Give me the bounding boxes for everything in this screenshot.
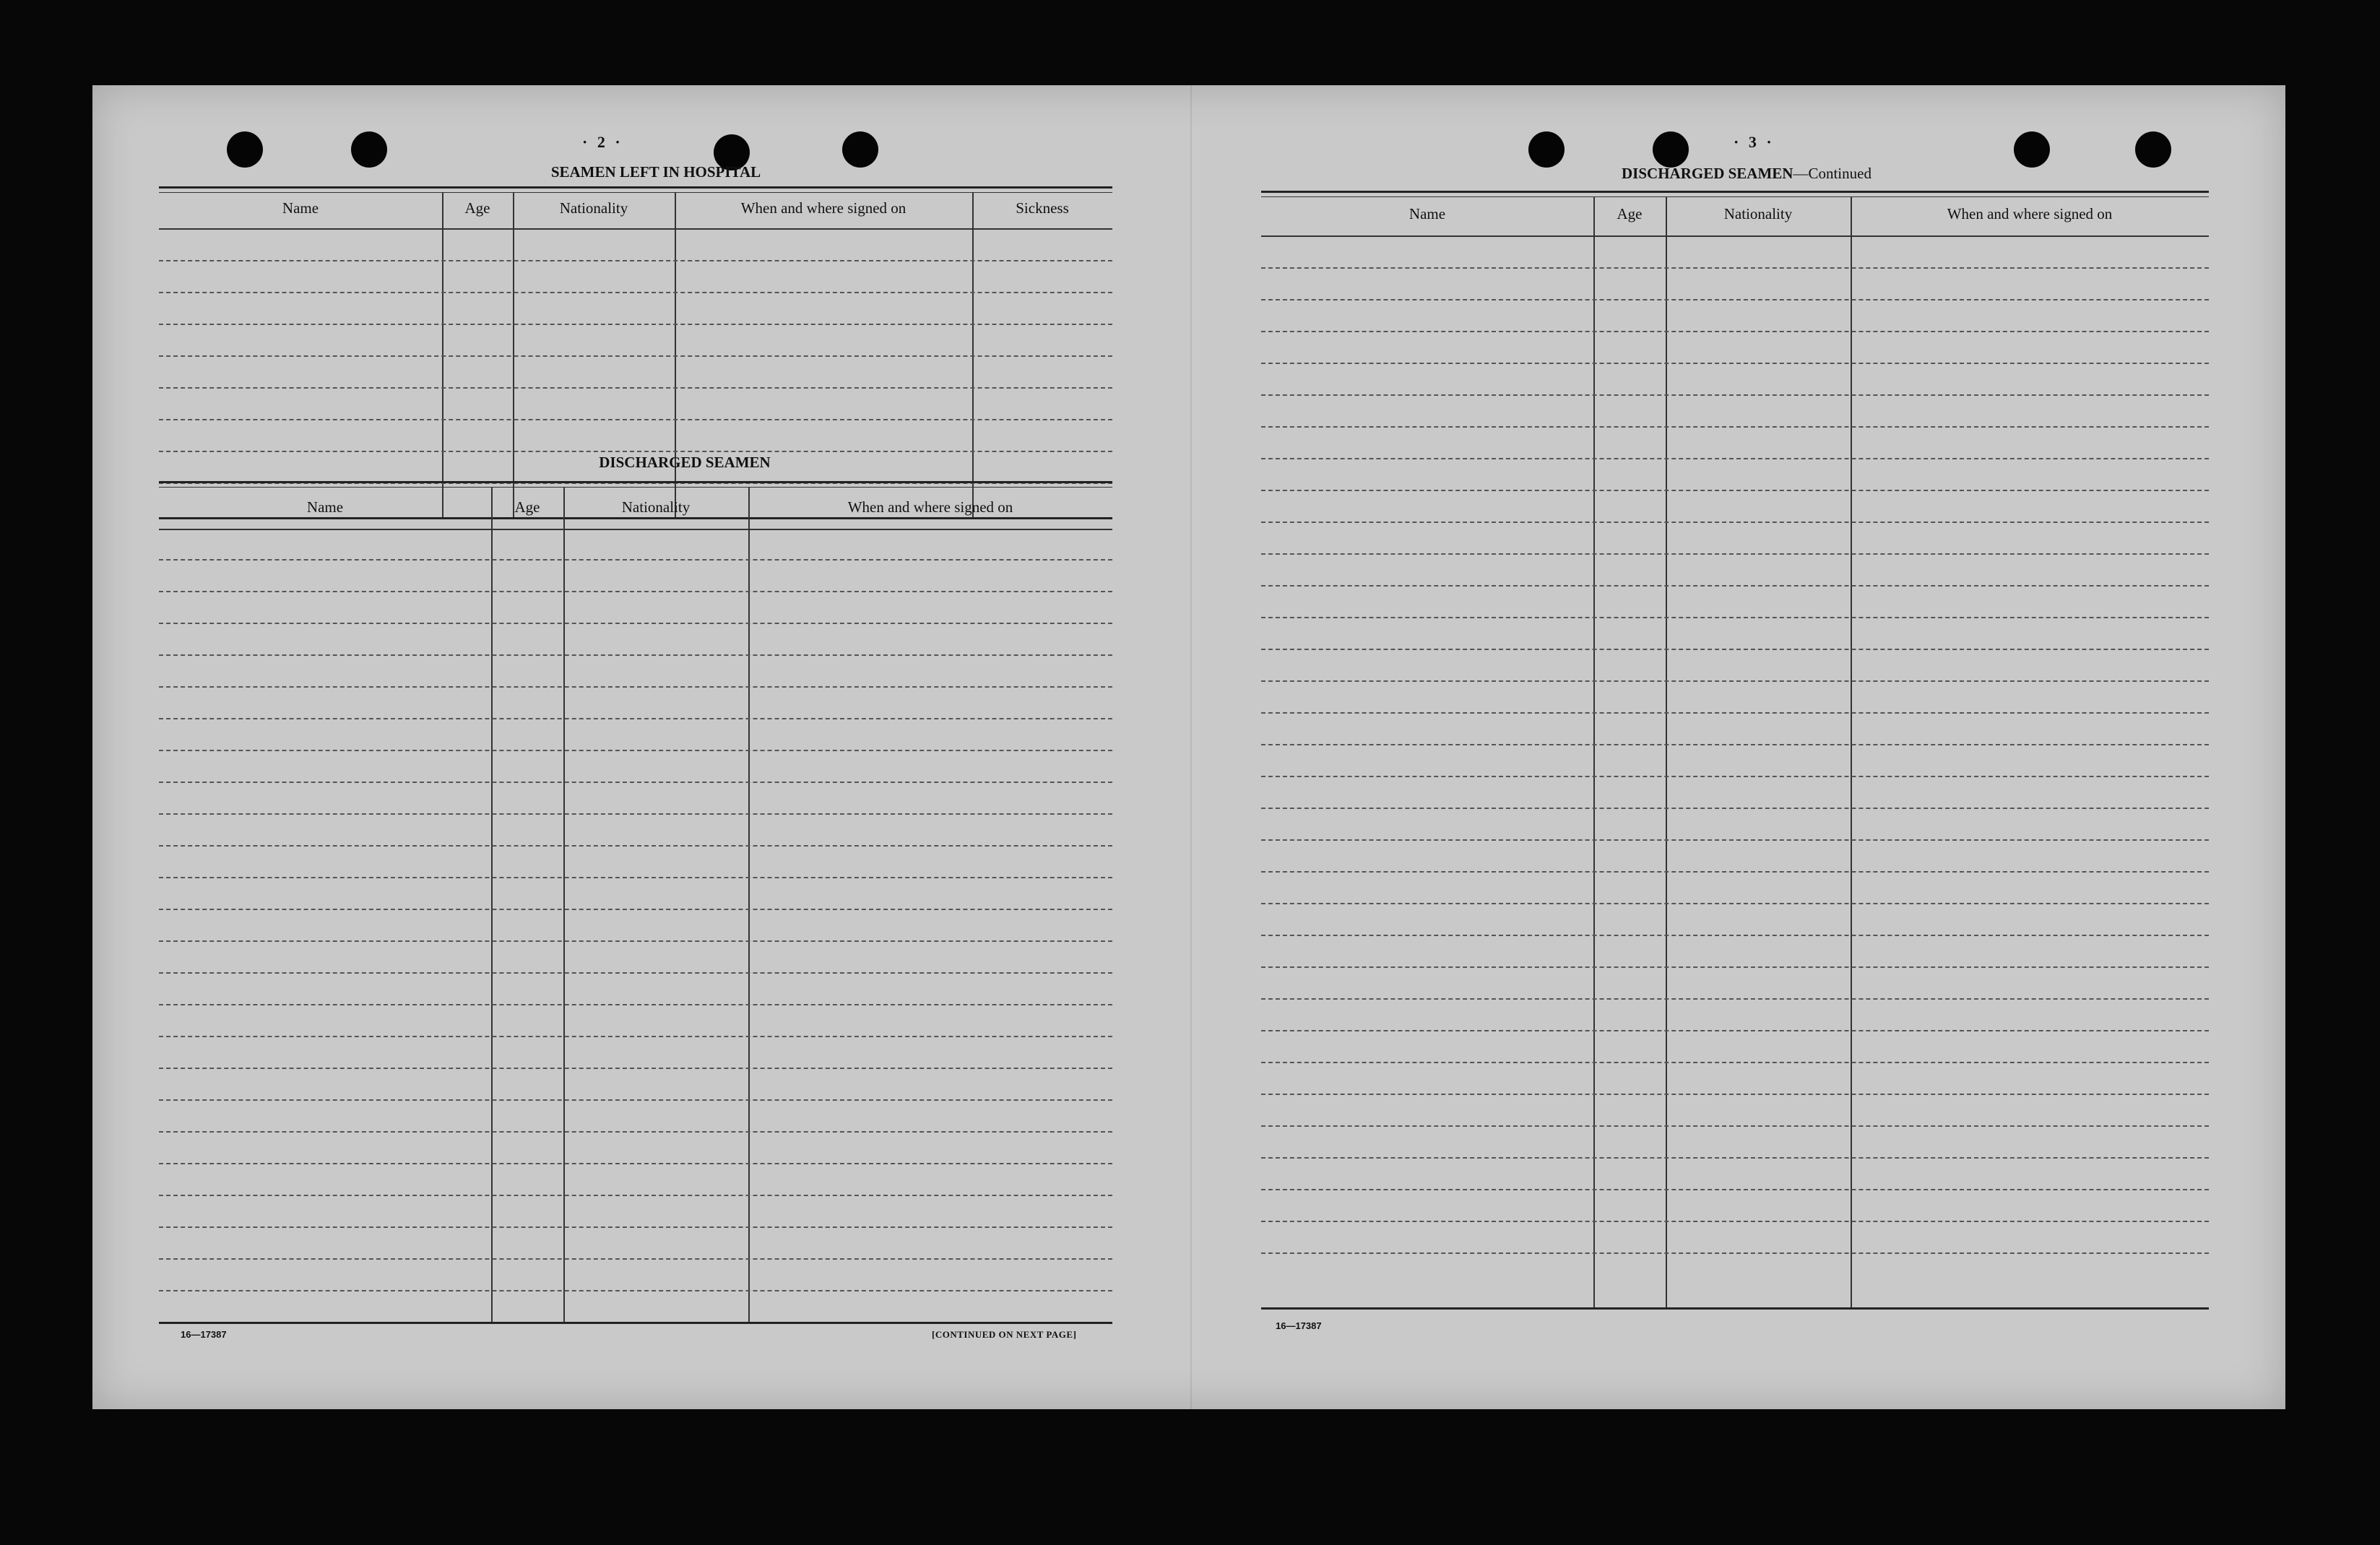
table-row: [1261, 299, 2209, 300]
table-row: [1261, 712, 2209, 714]
table-row: [1261, 267, 2209, 269]
table-row: [1261, 522, 2209, 523]
table-row: [1261, 744, 2209, 745]
table-row: [159, 845, 1112, 847]
form-number-right: 16—17387: [1276, 1320, 1322, 1331]
column-header-nationality: Nationality: [621, 498, 691, 516]
table-row: [1261, 363, 2209, 364]
document-sheet: [92, 85, 2285, 1409]
page-fold: [1190, 85, 1192, 1409]
column-header-name: Name: [1408, 205, 1446, 222]
table-row: [1261, 1030, 2209, 1031]
table-row: [1261, 553, 2209, 555]
table-row: [159, 1099, 1112, 1101]
table-row: [159, 292, 1112, 293]
table-row: [1261, 680, 2209, 682]
table-row: [1261, 776, 2209, 777]
table-row: [159, 1163, 1112, 1164]
table-row: [1261, 1252, 2209, 1254]
table-row: [1261, 1189, 2209, 1190]
table-row: [159, 623, 1112, 624]
table-row: [159, 355, 1112, 357]
punch-hole: [2135, 131, 2171, 168]
table-row: [159, 1131, 1112, 1133]
punch-hole: [2014, 131, 2050, 168]
table-row: [159, 260, 1112, 261]
hospital-section-title: SEAMEN LEFT IN HOSPITAL: [550, 163, 761, 181]
punch-hole: [227, 131, 263, 168]
table-row: [1261, 490, 2209, 491]
table-row: [159, 750, 1112, 751]
table-row: [1261, 998, 2209, 1000]
table-row: [159, 813, 1112, 815]
table-row: [159, 1068, 1112, 1069]
continued-label: —Continued: [1793, 165, 1871, 182]
table-row: [1261, 808, 2209, 809]
table-row: [159, 782, 1112, 783]
discharged-table: [159, 481, 1112, 1406]
form-number-left: 16—17387: [181, 1329, 227, 1340]
table-row: [159, 387, 1112, 389]
table-row: [1261, 839, 2209, 841]
table-row: [1261, 1062, 2209, 1063]
table-row: [159, 451, 1112, 452]
table-row: [1261, 1221, 2209, 1222]
punch-hole: [1528, 131, 1565, 168]
column-header-name: Name: [306, 498, 344, 516]
table-row: [159, 1004, 1112, 1005]
discharged-section-title: DISCHARGED SEAMEN: [599, 454, 771, 471]
table-row: [159, 1258, 1112, 1260]
hospital-table: [159, 186, 1112, 524]
table-row: [1261, 426, 2209, 428]
table-row: [159, 1290, 1112, 1291]
table-row: [1261, 935, 2209, 936]
punch-hole: [842, 131, 878, 168]
table-row: [1261, 331, 2209, 332]
table-row: [159, 1195, 1112, 1196]
discharged-continued-title: [1573, 165, 1920, 183]
column-header-signed-on: When and where signed on: [740, 199, 906, 217]
column-header-age: Age: [1617, 205, 1643, 222]
table-row: [159, 1226, 1112, 1228]
punch-hole: [1653, 131, 1689, 168]
table-row: [159, 324, 1112, 325]
table-row: [1261, 458, 2209, 459]
table-row: [1261, 1125, 2209, 1127]
discharged-title-main: DISCHARGED SEAMEN: [1622, 165, 1793, 182]
table-row: [159, 718, 1112, 719]
table-row: [1261, 1094, 2209, 1095]
table-row: [159, 940, 1112, 942]
table-row: [1261, 871, 2209, 873]
table-row: [159, 654, 1112, 656]
table-row: [159, 591, 1112, 592]
table-row: [159, 909, 1112, 910]
table-row: [1261, 617, 2209, 618]
discharged-continued-table: [1261, 191, 2209, 1406]
table-row: [159, 972, 1112, 974]
table-row: [1261, 649, 2209, 650]
continued-note: [CONTINUED ON NEXT PAGE]: [932, 1329, 1077, 1340]
column-header-signed-on: When and where signed on: [847, 498, 1013, 516]
column-header-name: Name: [282, 199, 319, 217]
column-header-nationality: Nationality: [559, 199, 628, 217]
table-row: [1261, 394, 2209, 396]
column-header-nationality: Nationality: [1723, 205, 1793, 222]
table-row: [159, 559, 1112, 561]
column-header-age: Age: [514, 498, 540, 516]
table-row: [1261, 585, 2209, 587]
table-row: [159, 877, 1112, 878]
page-number-left: · 2 ·: [582, 133, 623, 151]
table-row: [159, 686, 1112, 688]
column-header-age: Age: [464, 199, 490, 217]
column-header-signed-on: When and where signed on: [1947, 205, 2113, 222]
table-row: [1261, 1157, 2209, 1159]
column-header-sickness: Sickness: [1016, 199, 1069, 217]
table-row: [159, 419, 1112, 420]
punch-hole: [351, 131, 387, 168]
table-row: [1261, 903, 2209, 904]
table-row: [1261, 966, 2209, 968]
page-number-right: · 3 ·: [1734, 133, 1775, 151]
table-row: [159, 1036, 1112, 1037]
